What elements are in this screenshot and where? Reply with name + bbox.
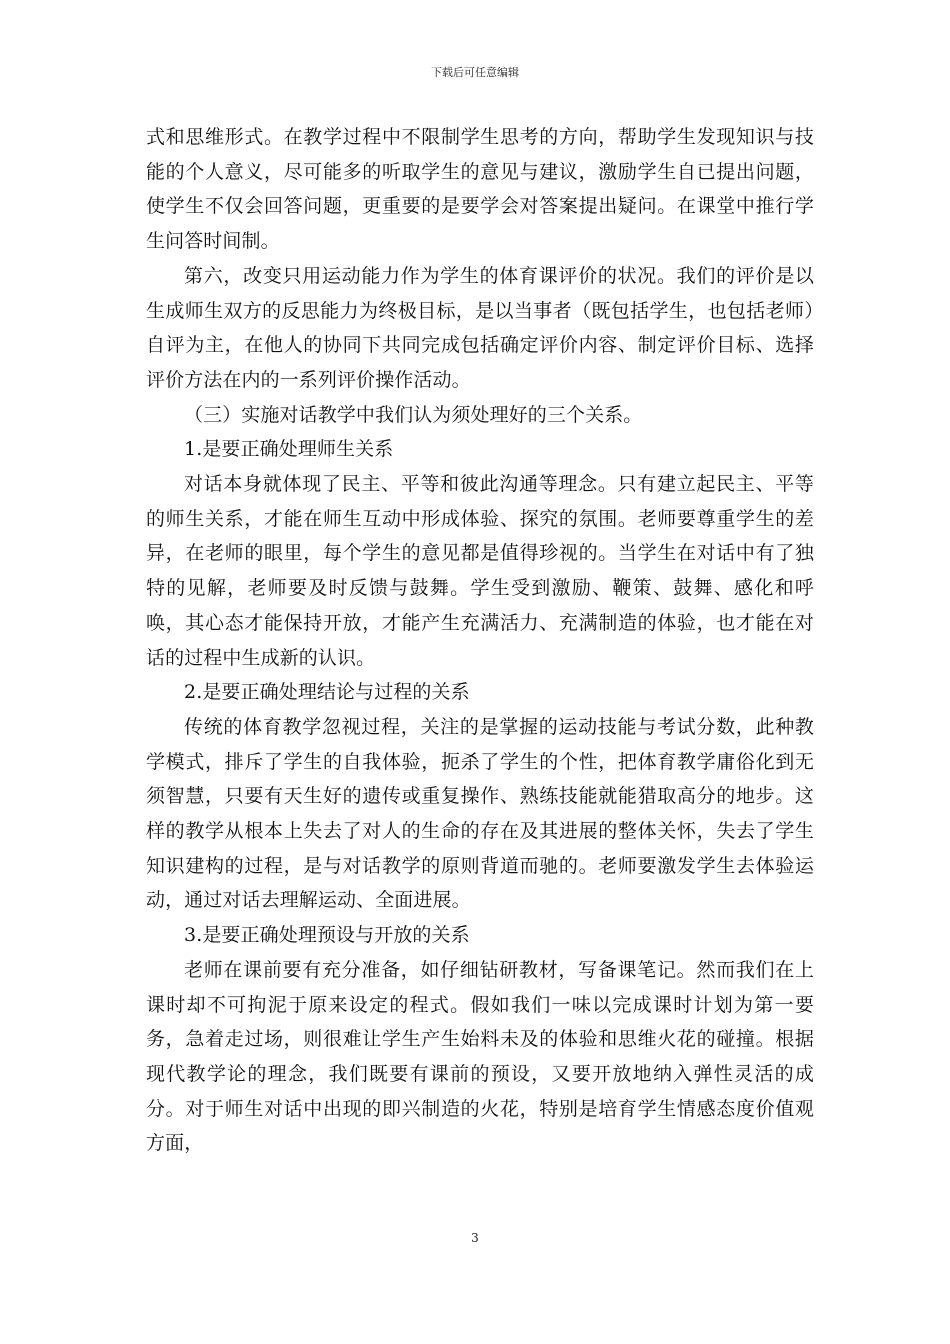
paragraph-evaluation: 第六，改变只用运动能力作为学生的体育课评价的状况。我们的评价是以生成师生双方的反思能力为终极目标，是以当事者（既包括学生，也包括老师）自评为主，在他人的协同下共同完成包括确定评价内容、制定评价目标、选择评价方法在内的一系列评价操作活动。	[146, 264, 814, 391]
subheading-teacher-student: 1.是要正确处理师生关系	[184, 438, 394, 461]
page-number: 3	[471, 1231, 479, 1245]
paragraph-conclusion-process: 传统的体育教学忽视过程，关注的是掌握的运动技能与考试分数，此种教学模式，排斥了学生的自我体验，扼杀了学生的个性，把体育教学庸俗化到无须智慧，只要有天生好的遗传或重复操作、熟练技能就能猎取高分的地步。这样的教学从根本上失去了对人的生命的存在及其进展的整体关怀，失去了学生知识建构的过程，是与对话教学的原则背道而驰的。老师要激发学生去体验运动，通过对话去理解运动、全面进展。	[146, 715, 814, 912]
paragraph-teacher-student: 对话本身就体现了民主、平等和彼此沟通等理念。只有建立起民主、平等的师生关系，才能在师生互动中形成体验、探究的氛围。老师要尊重学生的差异，在老师的眼里，每个学生的意见都是值得珍视的。当学生在对话中有了独特的见解，老师要及时反馈与鼓舞。学生受到激励、鞭策、鼓舞、感化和呼唤，其心态才能保持开放，才能产生充满活力、充满制造的体验，也才能在对话的过程中生成新的认识。	[146, 473, 814, 669]
page-header: 下载后可任意编辑	[431, 66, 519, 79]
section-heading: （三）实施对话教学中我们认为须处理好的三个关系。	[184, 403, 643, 426]
document-body	[146, 120, 814, 1161]
paragraph-continuation: 式和思维形式。在教学过程中不限制学生思考的方向，帮助学生发现知识与技能的个人意义，尽可能多的听取学生的意见与建议，激励学生自已提出问题，使学生不仅会回答问题，更重要的是要学会对答案提出疑问。在课堂中推行学生问答时间制。	[146, 126, 814, 253]
paragraph-preset-open: 老师在课前要有充分准备，如仔细钻研教材，写备课笔记。然而我们在上课时却不可拘泥于原来设定的程式。假如我们一味以完成课时计划为第一要务，急着走过场，则很难让学生产生始料未及的体验和思维火花的碰撞。根据现代教学论的理念，我们既要有课前的预设，又要开放地纳入弹性灵活的成分。对于师生对话中出现的即兴制造的火花，特别是培育学生情感态度价值观方面，	[146, 958, 814, 1155]
subheading-preset-open: 3.是要正确处理预设与开放的关系	[184, 924, 470, 947]
subheading-conclusion-process: 2.是要正确处理结论与过程的关系	[184, 681, 470, 704]
